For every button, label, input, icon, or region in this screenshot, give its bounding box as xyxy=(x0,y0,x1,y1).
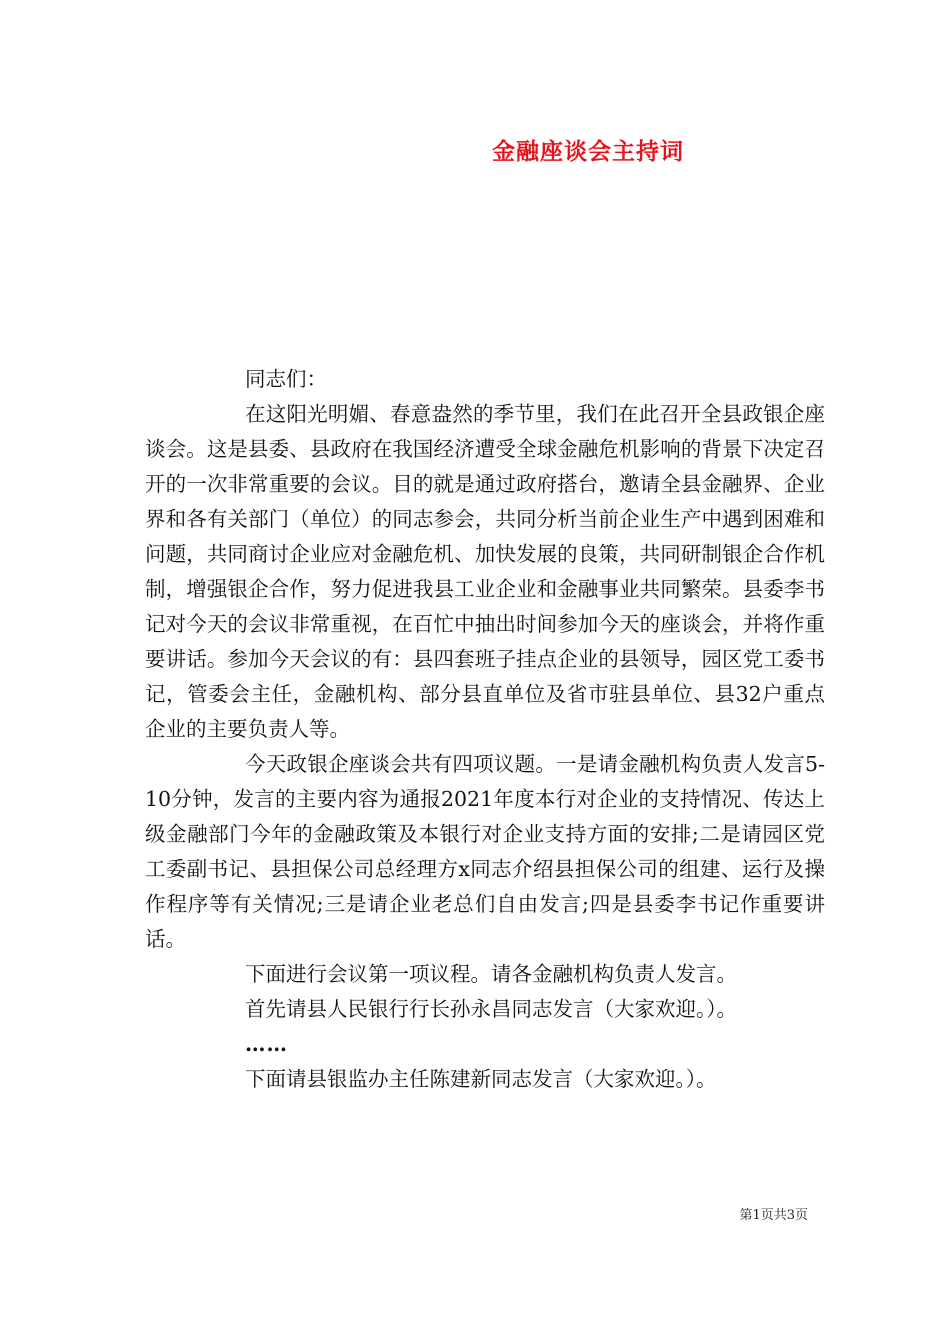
paragraph-opening: 在这阳光明媚、春意盎然的季节里，我们在此召开全县政银企座谈会。这是县委、县政府在我国经济遭受全球金融危机影响的背景下决定召开的一次非常重要的会议。目的就是通过政府搭台，邀请全县金融界、企业界和各有关部门（单位）的同志参会，共同分析当前企业生产中遇到困难和问题，共同商讨企业应对金融危机、加快发展的良策，共同研制银企合作机制，增强银企合作，努力促进我县工业企业和金融事业共同繁荣。县委李书记对今天的会议非常重视，在百忙中抽出时间参加今天的座谈会，并将作重要讲话。参加今天会议的有：县四套班子挂点企业的县领导，园区党工委书记，管委会主任，金融机构、部分县直单位及省市驻县单位、县32户重点企业的主要负责人等。 xyxy=(145,402,825,741)
line-next-speaker: 下面请县银监办主任陈建新同志发言（大家欢迎。）。 xyxy=(245,1067,717,1091)
line-first-speaker: 首先请县人民银行行长孙永昌同志发言（大家欢迎。）。 xyxy=(245,997,737,1021)
paragraph-agenda-items: 今天政银企座谈会共有四项议题。一是请金融机构负责人发言5-10分钟，发言的主要内容为通报2021年度本行对企业的支持情况、传达上级金融部门今年的金融政策及本银行对企业支持方面的安排;二是请园区党工委副书记、县担保公司总经理方x同志介绍县担保公司的组建、运行及操作程序等有关情况;三是请企业老总们自由发言;四是县委李书记作重要讲话。 xyxy=(145,752,825,951)
line-agenda: 下面进行会议第一项议程。请各金融机构负责人发言。 xyxy=(245,962,737,986)
page-number: 第1页共3页 xyxy=(739,1208,808,1223)
ellipsis: …… xyxy=(245,1032,288,1056)
salutation: 同志们： xyxy=(245,367,327,391)
document-body xyxy=(145,362,825,1097)
document-title: 金融座谈会主持词 xyxy=(492,138,684,165)
